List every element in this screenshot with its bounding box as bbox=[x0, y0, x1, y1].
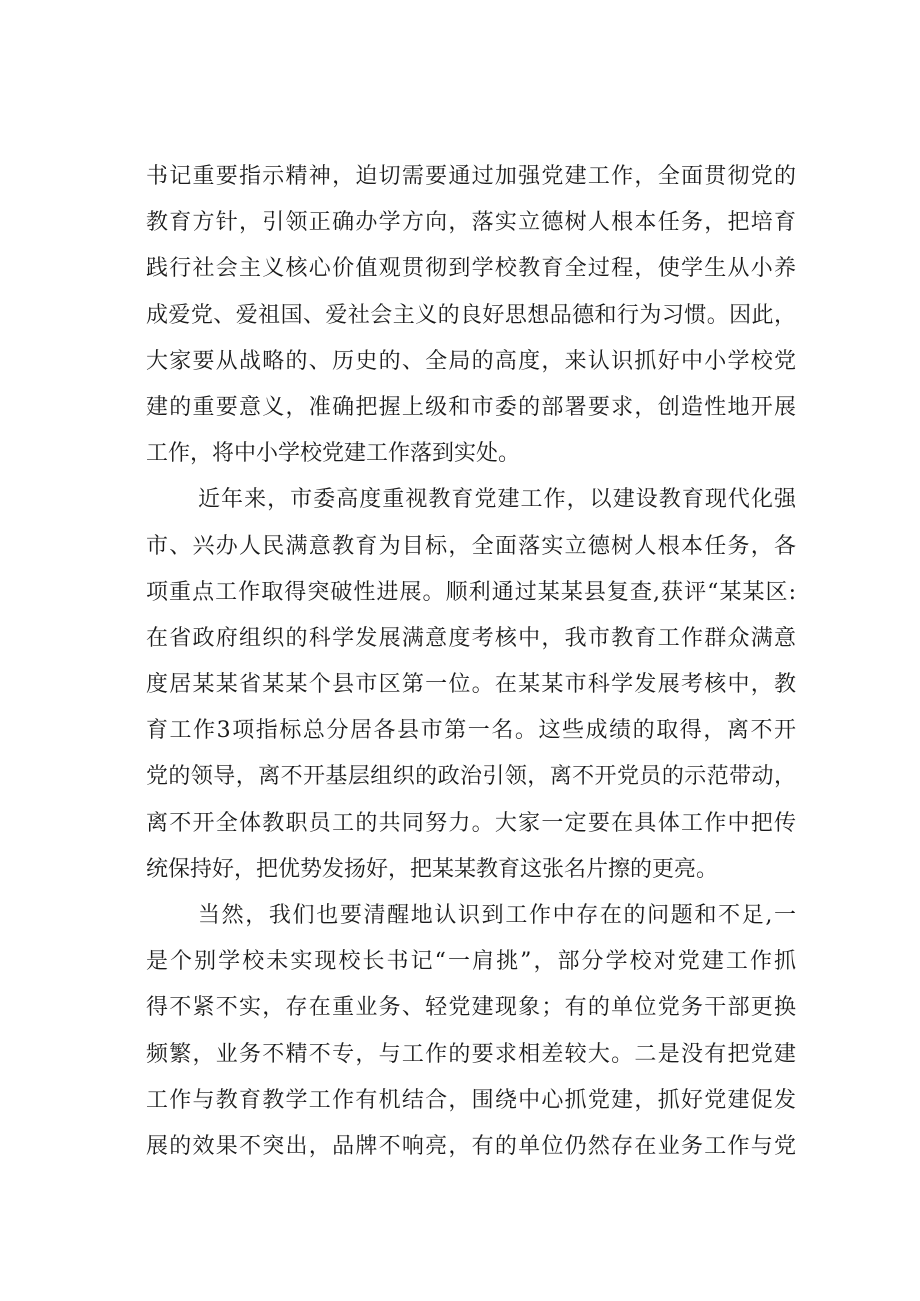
text-line: 书记重要指示精神，迫切需要通过加强党建工作，全面贯彻党的 bbox=[146, 164, 796, 189]
paragraph-1 bbox=[146, 154, 796, 477]
text-line: 党的领导，离不开基层组织的政治引领，离不开党员的示范带动， bbox=[146, 764, 796, 790]
text-line: 得不紧不实，存在重业务、轻党建现象；有的单位党务干部更换 bbox=[146, 995, 796, 1021]
text-line: 频繁，业务不精不专，与工作的要求相差较大。二是没有把党建 bbox=[146, 1041, 796, 1067]
text-line: 统保持好，把优势发扬好，把某某教育这张名片擦的更亮。 bbox=[146, 856, 719, 882]
text-line: 大家要从战略的、历史的、全局的高度，来认识抓好中小学校党 bbox=[146, 348, 796, 374]
text-line: 项重点工作取得突破性进展。顺利通过某某县复查,获评“某某区: bbox=[146, 579, 796, 605]
paragraph-2 bbox=[146, 477, 796, 893]
text-line: 度居某某省某某个县市区第一位。在某某市科学发展考核中，教 bbox=[146, 672, 796, 698]
text-line: 当然，我们也要清醒地认识到工作中存在的问题和不足,一 bbox=[198, 903, 796, 928]
document-body bbox=[146, 154, 796, 1170]
text-line: 工作，将中小学校党建工作落到实处。 bbox=[146, 441, 521, 467]
text-line: 建的重要意义，准确把握上级和市委的部署要求，创造性地开展 bbox=[146, 394, 796, 420]
text-line: 成爱党、爱祖国、爱社会主义的良好思想品德和行为习惯。因此， bbox=[146, 302, 796, 328]
text-line: 育工作3项指标总分居各县市第一名。这些成绩的取得，离不开 bbox=[146, 718, 796, 744]
text-line: 离不开全体教职员工的共同努力。大家一定要在具体工作中把传 bbox=[146, 810, 796, 836]
text-line: 践行社会主义核心价值观贯彻到学校教育全过程，使学生从小养 bbox=[146, 256, 796, 282]
text-line: 近年来，市委高度重视教育党建工作，以建设教育现代化强 bbox=[198, 487, 796, 513]
text-line: 教育方针，引领正确办学方向，落实立德树人根本任务，把培育 bbox=[146, 210, 796, 236]
text-line: 是个别学校未实现校长书记“一肩挑”，部分学校对党建工作抓 bbox=[146, 949, 796, 975]
text-line: 工作与教育教学工作有机结合，围绕中心抓党建，抓好党建促发 bbox=[146, 1087, 796, 1113]
text-line: 在省政府组织的科学发展满意度考核中，我市教育工作群众满意 bbox=[146, 625, 796, 651]
text-line: 市、兴办人民满意教育为目标，全面落实立德树人根本任务，各 bbox=[146, 533, 796, 559]
paragraph-3 bbox=[146, 893, 796, 1170]
text-line: 展的效果不突出，品牌不响亮，有的单位仍然存在业务工作与党 bbox=[146, 1133, 796, 1159]
